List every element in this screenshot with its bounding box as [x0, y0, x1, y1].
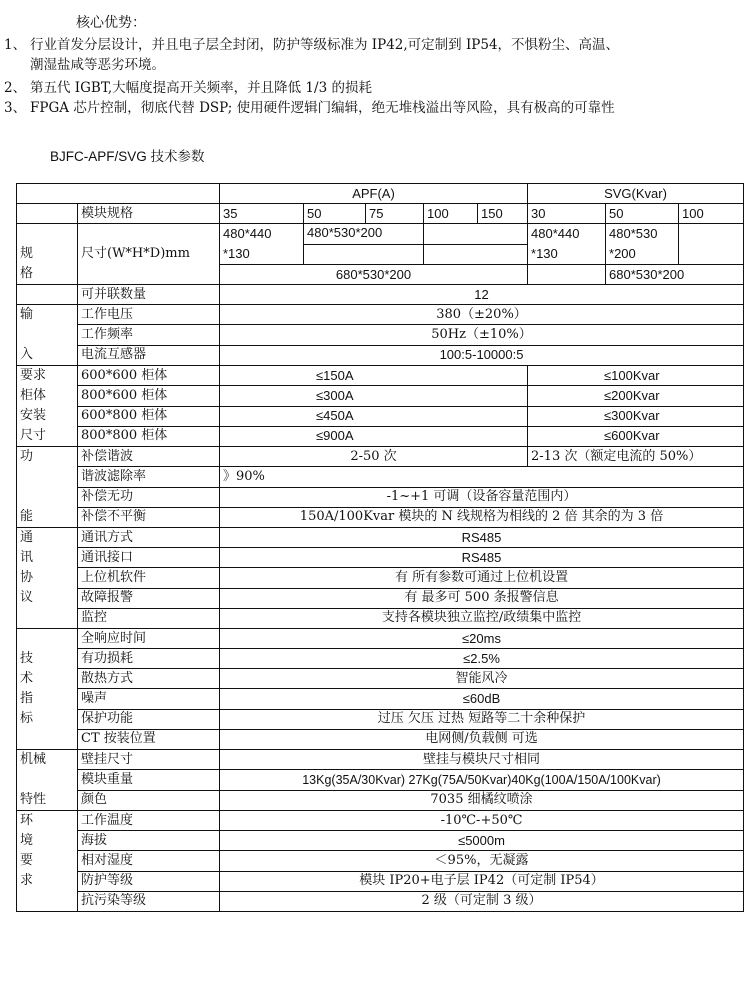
parallel-value: 12 — [220, 285, 744, 305]
tech-label: 全响应时间 — [78, 629, 220, 649]
comm-label: 通讯方式 — [78, 528, 220, 548]
table-row — [17, 507, 744, 527]
table-row — [17, 689, 744, 709]
size-apf-merged: 680*530*200 — [220, 265, 528, 285]
table-row — [17, 345, 744, 365]
cabinet-label: 800*800 柜体 — [78, 426, 220, 446]
comm-value: RS485 — [220, 548, 744, 568]
mech-value: 13Kg(35A/30Kvar) 27Kg(75A/50Kvar)40Kg(100A/150A/100Kvar) — [220, 770, 744, 790]
spec-cell: 100 — [679, 204, 744, 224]
mech-group: 机械 特性 — [17, 750, 78, 811]
cabinet-label: 600*800 柜体 — [78, 406, 220, 426]
parallel-label: 可并联数量 — [78, 285, 220, 305]
tech-label: 散热方式 — [78, 669, 220, 689]
table-title: BJFC-APF/SVG 技术参数 — [50, 149, 205, 164]
table-row — [17, 588, 744, 608]
table-row — [17, 366, 744, 386]
cabinet-apf: ≤150A — [220, 366, 528, 386]
spec-cell: 150 — [478, 204, 528, 224]
cabinet-svg: ≤200Kvar — [528, 386, 744, 406]
comm-group: 通 讯 协 议 — [17, 528, 78, 629]
table-row — [17, 224, 744, 245]
comm-value: 支持各模块独立监控/政绩集中监控 — [220, 608, 744, 628]
cabinet-svg: ≤100Kvar — [528, 366, 744, 386]
input-label: 工作频率 — [78, 325, 220, 345]
spec-cell: 50 — [304, 204, 366, 224]
mech-value: 壁挂与模块尺寸相同 — [220, 750, 744, 770]
blank-cell — [17, 204, 78, 224]
comm-value: 有 最多可 500 条报警信息 — [220, 588, 744, 608]
table-row — [17, 447, 744, 467]
tech-group: 技 术 指 标 — [17, 629, 78, 750]
env-value: 2 级（可定制 3 级） — [220, 891, 744, 911]
table-row — [17, 204, 744, 224]
mech-label: 壁挂尺寸 — [78, 750, 220, 770]
cabinet-apf: ≤300A — [220, 386, 528, 406]
advantage-item-1-cont: 潮湿盐咸等恶劣环境。 — [30, 57, 165, 73]
harmonic-svg: 2-13 次（额定电流的 50%） — [528, 447, 744, 467]
env-label: 相对湿度 — [78, 851, 220, 871]
cabinet-svg: ≤600Kvar — [528, 426, 744, 446]
reactive-label: 补偿无功 — [78, 487, 220, 507]
size-svg50: 480*530 *200 — [606, 224, 679, 265]
tech-label: 噪声 — [78, 689, 220, 709]
comm-label: 故障报警 — [78, 588, 220, 608]
svg-header: SVG(Kvar) — [528, 184, 744, 204]
unbalance-value: 150A/100Kvar 模块的 N 线规格为相线的 2 倍 其余的为 3 倍 — [220, 507, 744, 527]
spec-cell: 35 — [220, 204, 304, 224]
spec-cell: 100 — [424, 204, 478, 224]
tech-label: 有功损耗 — [78, 649, 220, 669]
table-row — [17, 548, 744, 568]
spec-cell: 75 — [366, 204, 424, 224]
harmonic-label: 补偿谐波 — [78, 447, 220, 467]
size-svg30: 480*440 *130 — [528, 224, 606, 265]
table-row — [17, 629, 744, 649]
table-row — [17, 851, 744, 871]
size-apf35: 480*440 *130 — [220, 224, 304, 265]
env-value: ≤5000m — [220, 831, 744, 851]
table-row — [17, 386, 744, 406]
tech-value: 智能风冷 — [220, 669, 744, 689]
env-label: 海拔 — [78, 831, 220, 851]
tech-value: 电网侧/负载侧 可选 — [220, 729, 744, 749]
comm-label: 监控 — [78, 608, 220, 628]
comm-label: 上位机软件 — [78, 568, 220, 588]
table-row — [17, 285, 744, 305]
filter-label: 谐波滤除率 — [78, 467, 220, 487]
tech-value: ≤60dB — [220, 689, 744, 709]
comm-value: RS485 — [220, 528, 744, 548]
tech-value: ≤2.5% — [220, 649, 744, 669]
table-row — [17, 871, 744, 891]
cabinet-apf: ≤900A — [220, 426, 528, 446]
table-row — [17, 649, 744, 669]
cabinet-label: 600*600 柜体 — [78, 366, 220, 386]
env-value: 模块 IP20+电子层 IP42（可定制 IP54） — [220, 871, 744, 891]
tech-label: 保护功能 — [78, 709, 220, 729]
cabinet-group: 要求 柜体 安装 尺寸 — [17, 366, 78, 447]
blank-cell — [304, 244, 424, 265]
mech-label: 颜色 — [78, 790, 220, 810]
cabinet-svg: ≤300Kvar — [528, 406, 744, 426]
table-row — [17, 305, 744, 325]
input-label: 工作电压 — [78, 305, 220, 325]
mech-value: 7035 细橘纹喷涂 — [220, 790, 744, 810]
env-label: 工作温度 — [78, 811, 220, 831]
env-label: 抗污染等级 — [78, 891, 220, 911]
table-row — [17, 750, 744, 770]
spec-cell: 50 — [606, 204, 679, 224]
blank-cell — [424, 224, 528, 245]
size-group: 规 格 — [17, 224, 78, 285]
table-row — [17, 467, 744, 487]
table-row — [17, 568, 744, 588]
harmonic-apf: 2-50 次 — [220, 447, 528, 467]
spec-cell: 30 — [528, 204, 606, 224]
table-row — [17, 406, 744, 426]
table-row — [17, 325, 744, 345]
apf-header: APF(A) — [220, 184, 528, 204]
unbalance-label: 补偿不平衡 — [78, 507, 220, 527]
filter-value: 》90% — [220, 467, 744, 487]
table-row — [17, 831, 744, 851]
input-value: 50Hz（±10%） — [220, 325, 744, 345]
table-row — [17, 891, 744, 911]
spec-table — [16, 183, 744, 912]
table-row — [17, 528, 744, 548]
cabinet-apf: ≤450A — [220, 406, 528, 426]
table-row — [17, 729, 744, 749]
advantage-item-3: 3、 FPGA 芯片控制，彻底代替 DSP; 使用硬件逻辑门编辑，绝无堆栈溢出等风险，具有极高的可靠性 — [4, 100, 615, 116]
table-row — [17, 669, 744, 689]
input-value: 380（±20%） — [220, 305, 744, 325]
table-row — [17, 811, 744, 831]
table-row — [17, 426, 744, 446]
table-row — [17, 709, 744, 729]
cabinet-label: 800*600 柜体 — [78, 386, 220, 406]
comm-value: 有 所有参数可通过上位机设置 — [220, 568, 744, 588]
blank-cell — [679, 224, 744, 265]
table-row — [17, 790, 744, 810]
input-value: 100:5-10000:5 — [220, 345, 744, 365]
env-value: -10℃-+50℃ — [220, 811, 744, 831]
advantage-item-2: 2、 第五代 IGBT,大幅度提高开关频率，并且降低 1/3 的损耗 — [4, 80, 372, 96]
header-blank — [17, 184, 220, 204]
table-row — [17, 770, 744, 790]
advantages-title: 核心优势： — [76, 15, 146, 31]
mech-label: 模块重量 — [78, 770, 220, 790]
input-label: 电流互感器 — [78, 345, 220, 365]
size-svg-merged: 680*530*200 — [606, 265, 744, 285]
table-row — [17, 487, 744, 507]
env-label: 防护等级 — [78, 871, 220, 891]
env-value: ＜95%，无凝露 — [220, 851, 744, 871]
tech-value: ≤20ms — [220, 629, 744, 649]
blank-cell — [424, 244, 528, 265]
tech-value: 过压 欠压 过热 短路等二十余种保护 — [220, 709, 744, 729]
reactive-value: -1~+1 可调（设备容量范围内） — [220, 487, 744, 507]
comm-label: 通讯接口 — [78, 548, 220, 568]
size-apf50-75: 480*530*200 — [304, 224, 424, 245]
tech-label: CT 按装位置 — [78, 729, 220, 749]
function-group: 功 能 — [17, 447, 78, 528]
table-row — [17, 608, 744, 628]
blank-cell — [528, 265, 606, 285]
size-label: 尺寸(W*H*D)mm — [78, 224, 220, 285]
input-group: 输 入 — [17, 305, 78, 366]
advantage-item-1: 1、 行业首发分层设计，并且电子层全封闭，防护等级标准为 IP42,可定制到 IP54，不惧粉尘、高温、 — [4, 37, 620, 53]
module-spec-label: 模块规格 — [78, 204, 220, 224]
blank-cell — [17, 285, 78, 305]
table-row — [17, 184, 744, 204]
env-group: 环 境 要 求 — [17, 811, 78, 912]
